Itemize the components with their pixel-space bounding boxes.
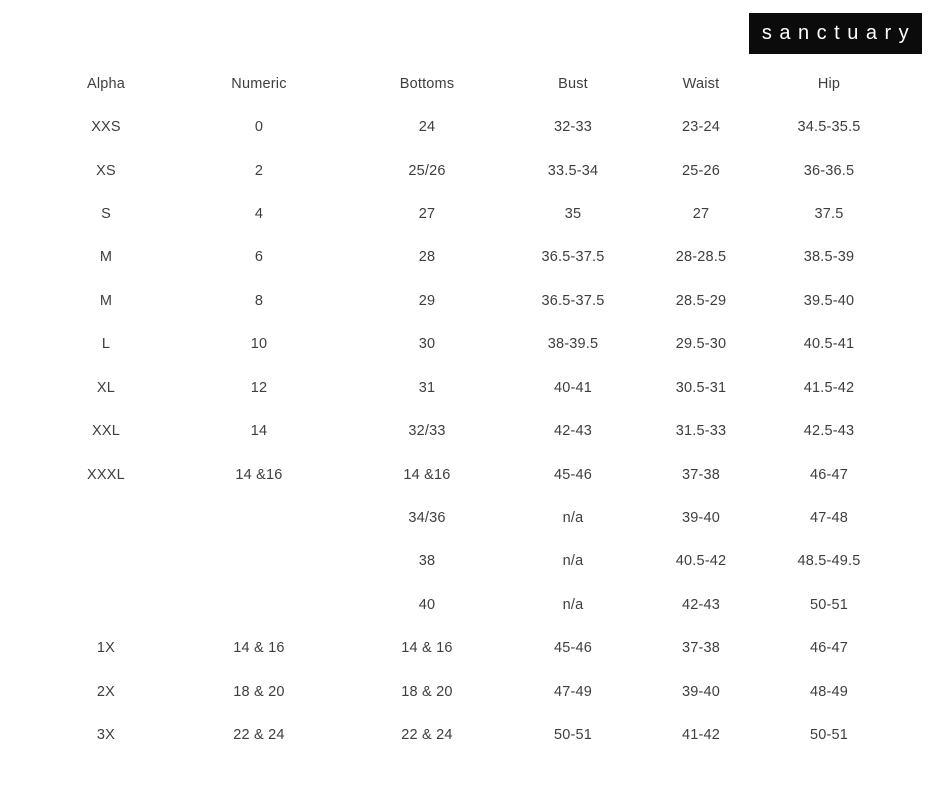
table-cell: 0 bbox=[254, 119, 264, 136]
table-cell: 45-46 bbox=[553, 640, 593, 657]
table-cell: M bbox=[99, 249, 113, 266]
table-cell: 28 bbox=[418, 249, 436, 266]
table-cell: 32/33 bbox=[408, 423, 446, 440]
table-cell: 14 & 16 bbox=[233, 640, 285, 657]
table-cell: 40 bbox=[418, 596, 436, 613]
table-cell: 3X bbox=[96, 727, 116, 744]
table-cell: 10 bbox=[250, 336, 268, 353]
table-cell: 2 bbox=[254, 162, 264, 179]
table-cell: 42-43 bbox=[553, 423, 593, 440]
table-cell: 46-47 bbox=[809, 640, 849, 657]
table-cell: 1X bbox=[96, 640, 116, 657]
table-cell bbox=[30, 496, 182, 539]
table-cell: 38 bbox=[418, 553, 436, 570]
table-cell: 25-26 bbox=[681, 162, 721, 179]
table-cell: 37-38 bbox=[681, 640, 721, 657]
column-header: Alpha bbox=[86, 75, 126, 92]
table-cell: 2X bbox=[96, 683, 116, 700]
table-cell: 45-46 bbox=[553, 466, 593, 483]
table-cell: 36-36.5 bbox=[803, 162, 855, 179]
table-cell: 39-40 bbox=[681, 509, 721, 526]
table-cell: 12 bbox=[250, 379, 268, 396]
table-cell: 29 bbox=[418, 292, 436, 309]
table-cell: 42.5-43 bbox=[803, 423, 855, 440]
table-cell: 33.5-34 bbox=[547, 162, 599, 179]
brand-logo: sanctuary bbox=[749, 13, 922, 54]
table-cell: 39.5-40 bbox=[803, 292, 855, 309]
table-cell: 36.5-37.5 bbox=[541, 249, 605, 266]
table-cell: 42-43 bbox=[681, 596, 721, 613]
table-cell: XXL bbox=[91, 423, 120, 440]
column-header: Bust bbox=[558, 75, 588, 92]
table-cell: 31.5-33 bbox=[675, 423, 727, 440]
table-cell: n/a bbox=[562, 596, 584, 613]
table-cell bbox=[30, 540, 182, 583]
table-cell: 46-47 bbox=[809, 466, 849, 483]
table-cell: 18 & 20 bbox=[401, 683, 453, 700]
table-cell: 14 bbox=[250, 423, 268, 440]
table-cell: 14 &16 bbox=[403, 466, 451, 483]
table-cell: XXXL bbox=[87, 466, 125, 483]
table-cell: 27 bbox=[692, 205, 710, 222]
table-cell: 38.5-39 bbox=[803, 249, 855, 266]
table-cell: 6 bbox=[254, 249, 264, 266]
table-cell: 40.5-41 bbox=[803, 336, 855, 353]
table-cell: M bbox=[99, 292, 113, 309]
column-header: Numeric bbox=[231, 75, 287, 92]
table-cell: n/a bbox=[562, 553, 584, 570]
table-cell: 50-51 bbox=[809, 596, 849, 613]
table-cell: 39-40 bbox=[681, 683, 721, 700]
table-cell: 4 bbox=[254, 205, 264, 222]
table-cell: 36.5-37.5 bbox=[541, 292, 605, 309]
table-cell: 29.5-30 bbox=[675, 336, 727, 353]
table-cell: 48-49 bbox=[809, 683, 849, 700]
table-cell: XS bbox=[96, 162, 116, 179]
table-cell: 25/26 bbox=[408, 162, 446, 179]
table-cell: 38-39.5 bbox=[547, 336, 599, 353]
table-cell: 41.5-42 bbox=[803, 379, 855, 396]
table-cell: 30 bbox=[418, 336, 436, 353]
table-cell: 24 bbox=[418, 119, 436, 136]
table-cell: 14 & 16 bbox=[401, 640, 453, 657]
table-cell: L bbox=[101, 336, 111, 353]
table-cell: 40-41 bbox=[553, 379, 593, 396]
table-cell: 50-51 bbox=[809, 727, 849, 744]
table-cell: 41-42 bbox=[681, 727, 721, 744]
table-cell: 37-38 bbox=[681, 466, 721, 483]
table-cell: XL bbox=[96, 379, 116, 396]
table-cell: 30.5-31 bbox=[675, 379, 727, 396]
column-header: Waist bbox=[682, 75, 720, 92]
size-chart-table bbox=[30, 62, 884, 757]
table-cell: 35 bbox=[564, 205, 582, 222]
table-cell: 50-51 bbox=[553, 727, 593, 744]
table-cell: 22 & 24 bbox=[401, 727, 453, 744]
table-cell: 32-33 bbox=[553, 119, 593, 136]
table-cell: 34.5-35.5 bbox=[797, 119, 861, 136]
table-cell: n/a bbox=[562, 509, 584, 526]
column-header: Hip bbox=[817, 75, 841, 92]
column-header: Bottoms bbox=[399, 75, 455, 92]
table-cell: 47-49 bbox=[553, 683, 593, 700]
table-cell: 18 & 20 bbox=[233, 683, 285, 700]
table-cell: 34/36 bbox=[408, 509, 446, 526]
table-cell: 40.5-42 bbox=[675, 553, 727, 570]
table-cell: 31 bbox=[418, 379, 436, 396]
table-cell: 22 & 24 bbox=[233, 727, 285, 744]
table-cell bbox=[182, 583, 336, 626]
table-cell: 14 &16 bbox=[235, 466, 283, 483]
table-cell: S bbox=[101, 205, 111, 222]
table-cell: 28.5-29 bbox=[675, 292, 727, 309]
table-cell: 47-48 bbox=[809, 509, 849, 526]
table-cell: 23-24 bbox=[681, 119, 721, 136]
table-cell bbox=[182, 496, 336, 539]
table-cell: XXS bbox=[91, 119, 121, 136]
table-cell: 27 bbox=[418, 205, 436, 222]
table-cell: 37.5 bbox=[814, 205, 844, 222]
table-cell bbox=[30, 583, 182, 626]
table-cell: 28-28.5 bbox=[675, 249, 727, 266]
table-cell bbox=[182, 540, 336, 583]
table-cell: 8 bbox=[254, 292, 264, 309]
table-cell: 48.5-49.5 bbox=[797, 553, 861, 570]
